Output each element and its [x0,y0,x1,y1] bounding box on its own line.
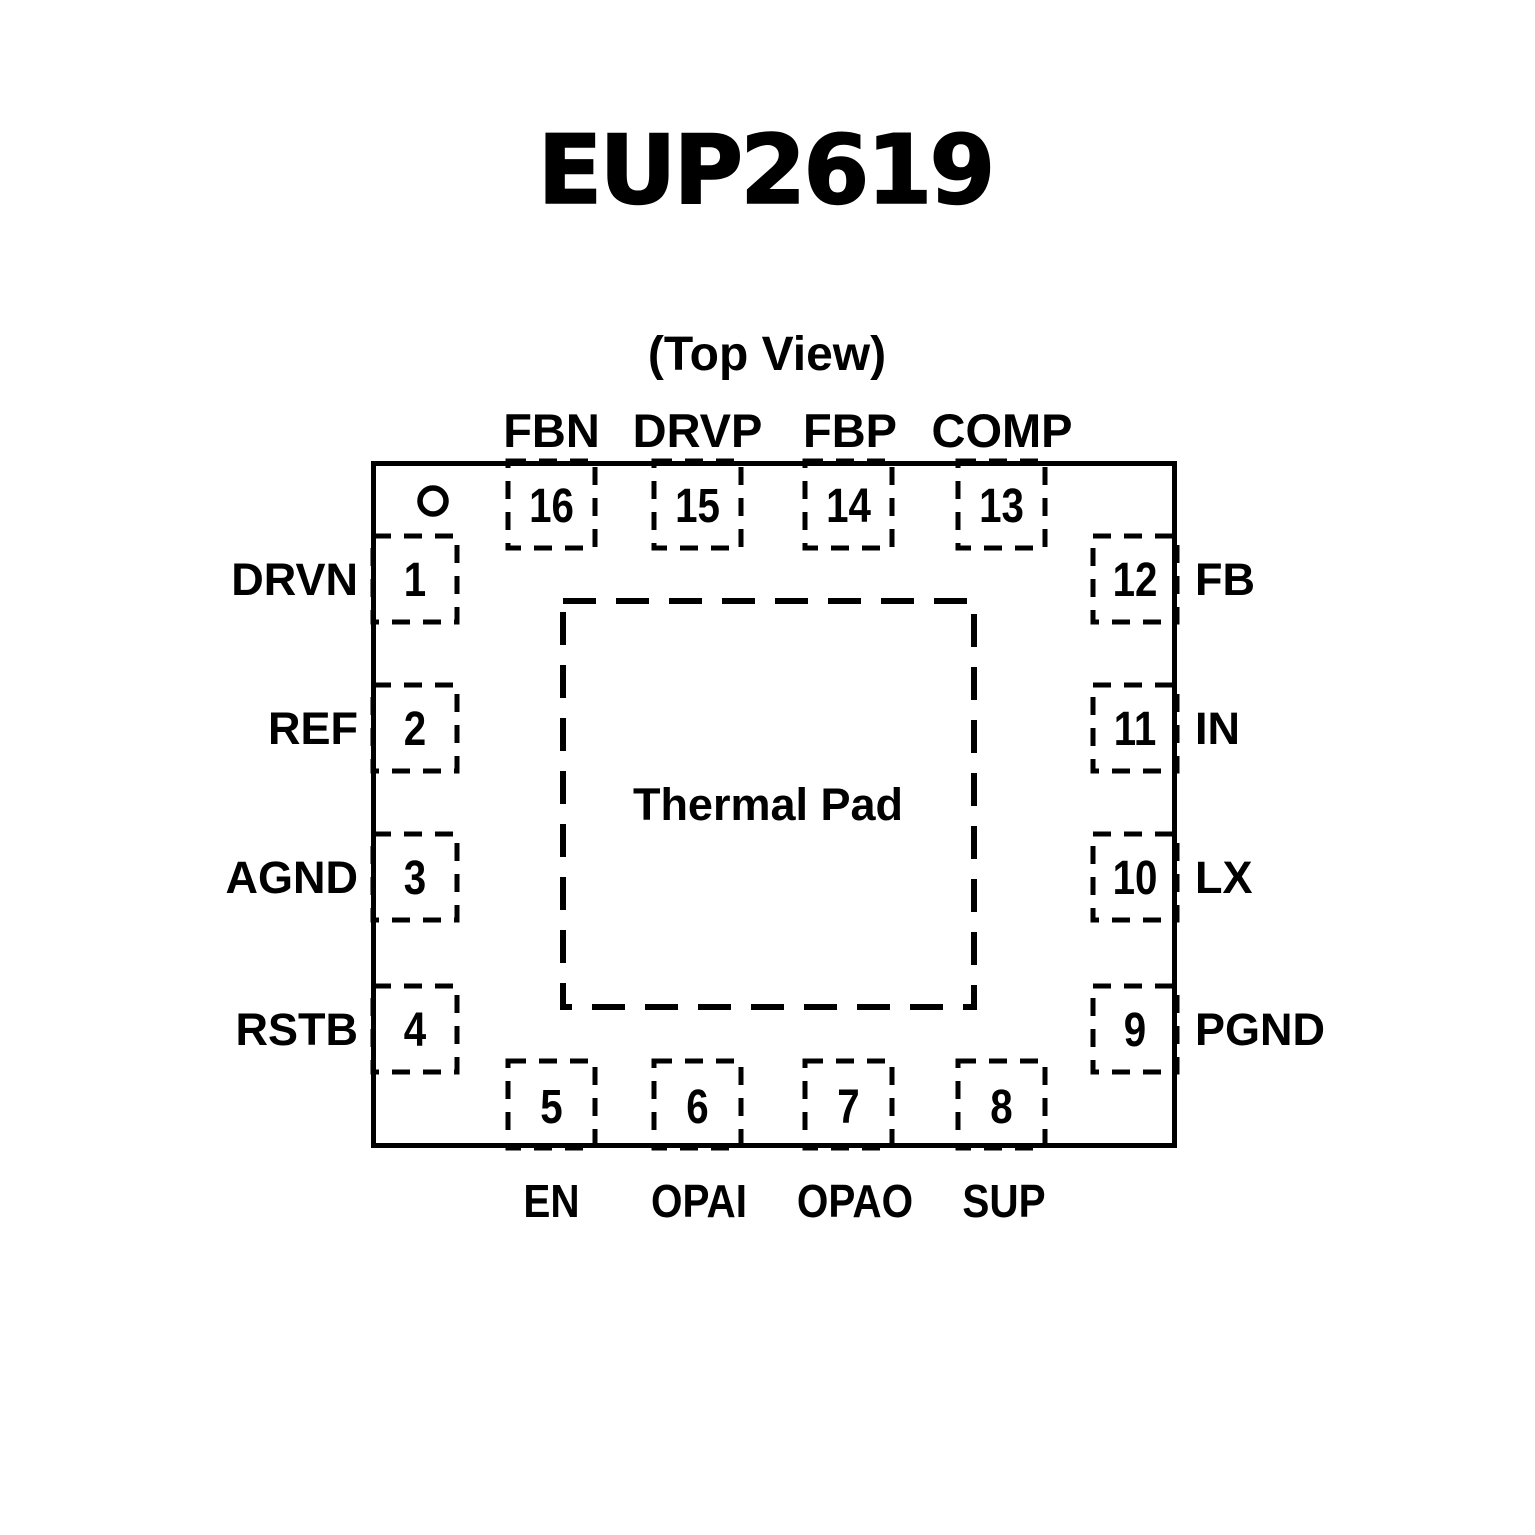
pin-10-number: 10 [1112,851,1158,905]
pin-4-number: 4 [403,1003,427,1057]
pin-12-label: FB [1195,554,1255,605]
pin-11 [1093,685,1240,771]
pin-12-number: 12 [1112,553,1158,607]
pin-8-number: 8 [990,1080,1013,1134]
pin-1-label: DRVN [231,554,358,605]
pin-14-label: FBP [803,404,897,457]
pin-6-label: OPAI [651,1176,747,1228]
pin-2-label: REF [268,703,358,754]
pin-14 [803,404,897,548]
pin-15-number: 15 [675,479,720,533]
pin-1 [231,536,457,622]
pin-16 [503,404,600,548]
pin-9-number: 9 [1123,1003,1147,1057]
pin-4-label: RSTB [235,1004,358,1055]
pin-7-number: 7 [837,1080,860,1134]
pin-2-number: 2 [403,702,427,756]
pin-4 [236,986,458,1072]
page-title: EUP2619 [537,116,993,226]
pin-5-label: EN [523,1176,580,1228]
pin-9-label: PGND [1195,1004,1326,1055]
pin-3-label: AGND [225,852,358,903]
pin-16-number: 16 [529,479,574,533]
pin-13-label: COMP [931,404,1073,457]
pin-13 [932,404,1073,548]
pin-11-label: IN [1195,703,1240,754]
pin-6-number: 6 [686,1080,709,1134]
pin-1-number: 1 [403,553,427,607]
pin-3 [226,834,458,920]
pin-10-label: LX [1195,852,1253,903]
pin-15-label: DRVP [632,404,763,457]
pin-2 [268,685,457,771]
pin-3-number: 3 [403,851,427,905]
pin-8-label: SUP [962,1176,1046,1228]
pin-13-number: 13 [979,479,1024,533]
pin-5-number: 5 [540,1080,563,1134]
pin1-indicator-icon [420,488,446,514]
pin-11-number: 11 [1113,702,1157,756]
top-view-caption: (Top View) [647,328,887,381]
pin-15 [633,404,763,548]
pin-9 [1093,986,1325,1072]
pin-16-label: FBN [503,404,600,457]
pin-7-label: OPAO [796,1176,914,1228]
pin-14-number: 14 [826,479,871,533]
thermal-pad-label: Thermal Pad [632,779,904,830]
